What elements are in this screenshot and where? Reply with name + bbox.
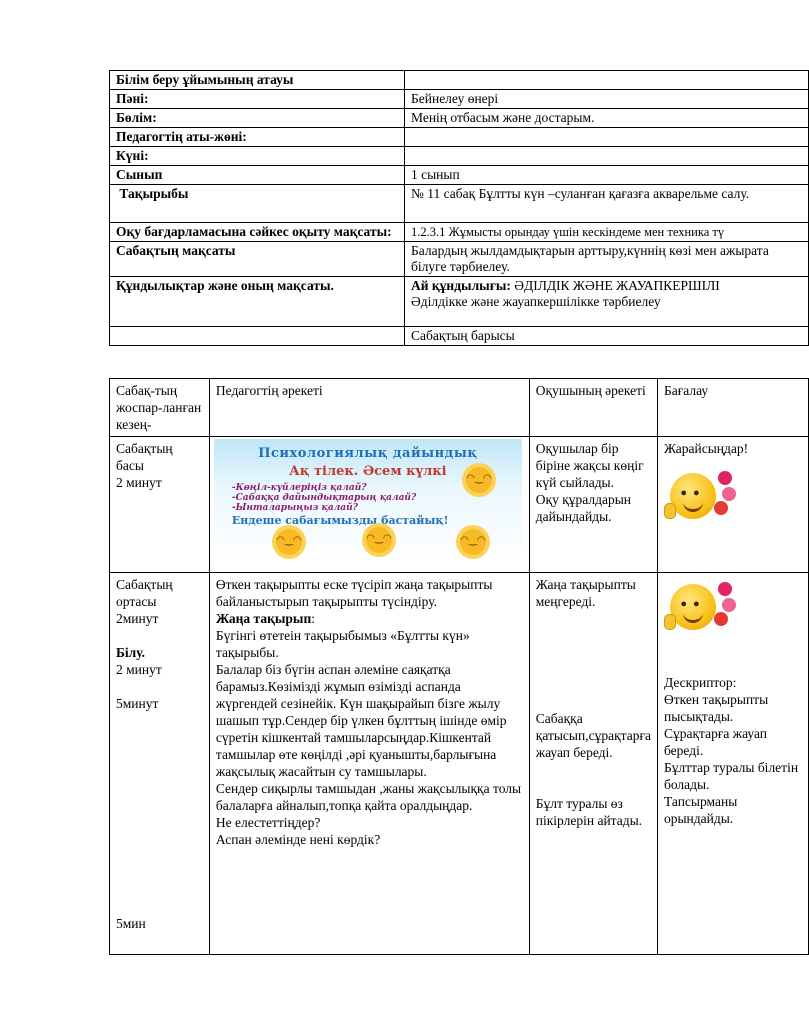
info-row — [110, 185, 809, 223]
info-row — [110, 223, 809, 242]
student-cell — [529, 573, 657, 955]
value-bold: Ай құндылығы: — [411, 278, 515, 293]
info-label: Сабақтың мақсаты — [110, 242, 405, 277]
info-row — [110, 277, 809, 327]
header-student: Оқушының әрекеті — [529, 379, 657, 437]
banner-title: Психологиялық дайындық — [258, 446, 478, 461]
info-label: Педагогтің аты-жөні: — [110, 128, 405, 147]
header-row — [110, 379, 809, 437]
info-value: Менің отбасым және достарым. — [405, 109, 809, 128]
value-caps: ӘДІЛДІК ЖӘНЕ ЖАУАПКЕРШІЛІ — [514, 278, 720, 293]
smiley-flowers-icon: ●● — [664, 465, 734, 527]
info-label: Күні: — [110, 147, 405, 166]
info-value — [405, 71, 809, 90]
info-row — [110, 109, 809, 128]
banner-line: -Көңіл-күйлеріңіз қалай? — [231, 483, 367, 493]
sun-icon: ◠‿◠ — [466, 467, 492, 493]
info-row — [110, 242, 809, 277]
teacher-body: Бүгінгі өтетеін тақырыбымыз «Бұлтты күн» тақырыбы. Балалар біз бүгін аспан әлеміне саяқатқа барамыз.Көзімізді жұмып өзімізді аспанда жүргендей сезінейік. Күн шақырайып бізге жылу шашып тұр.Сендер бір үлкен бұлттың ішінде өмір сүретін кішкентай тамшыларсыңдар.Кішкентай тамшылар өте көңілді ,әрі қуанышты,барлығына жақсылық жасайтын су тамшылары. Сендер сиқырлы тамшыдан ,жаны жақсылыққа толы балаларға айналып,топқа қайта оралдыңдар. Не елестеттіңдер? Аспан әлемінде нені көрдік? — [215, 628, 522, 847]
info-value — [405, 277, 809, 327]
banner-subtitle: Ақ тілек. Әсем күлкі — [289, 464, 447, 479]
banner-line: -Сабаққа дайындықтарың қалай? — [231, 493, 417, 503]
banner-line: -Ынталарыңыз қалай? — [231, 503, 358, 513]
header-teacher: Педагогтің әрекеті — [209, 379, 529, 437]
info-label: Бөлім: — [110, 109, 405, 128]
info-label: Сынып — [110, 166, 405, 185]
assess-cell — [657, 573, 808, 955]
stage-cell — [110, 573, 210, 955]
new-topic-colon: : — [311, 611, 315, 626]
student-clouds: Бұлт туралы өз пікірлерін айтады. — [535, 796, 643, 828]
teacher-cell — [209, 573, 529, 955]
student-cell: Оқушылар бір біріне жақсы көңіг күй сыйлады. Оқу құралдарын дайындайды. — [529, 437, 657, 573]
info-label — [110, 327, 405, 346]
info-value: Балардың жылдамдықтарын арттыру,күннің көзі мен ажырата білуге тәрбиелеу. — [405, 242, 809, 277]
header-assess: Бағалау — [657, 379, 808, 437]
stage-times: 2 минут 5минут — [116, 662, 162, 711]
info-row — [110, 128, 809, 147]
psych-prep-banner — [214, 439, 522, 561]
info-label: Тақырыбы — [110, 185, 405, 223]
sun-icon: ◠‿◠ — [366, 527, 392, 553]
info-value: 1.2.3.1 Жұмысты орындау үшін кескіндеме мен техника тү — [405, 223, 809, 242]
stage-final-time: 5мин — [116, 916, 146, 931]
stage-middle: Сабақтың ортасы 2минут — [116, 577, 173, 626]
student-answers: Сабаққа қатысып,сұрақтарға жауап береді. — [535, 711, 651, 760]
info-row — [110, 90, 809, 109]
lesson-row-middle — [110, 573, 809, 955]
sun-icon: ◠‿◠ — [460, 529, 486, 555]
student-new-topic: Жаңа тақырыпты меңгереді. — [535, 577, 636, 609]
lesson-info-table — [109, 70, 809, 346]
stage-know: Білу. — [116, 645, 146, 660]
info-label: Оқу бағдарламасына сәйкес оқыту мақсаты: — [110, 223, 405, 242]
assess-praise: Жарайсыңдар! — [663, 441, 749, 456]
lesson-row-start — [110, 437, 809, 573]
info-value: Сабақтың барысы — [405, 327, 809, 346]
lesson-plan-table — [109, 378, 809, 955]
teacher-cell — [209, 437, 529, 573]
info-row — [110, 166, 809, 185]
info-label: Құндылықтар және оның мақсаты. — [110, 277, 405, 327]
info-value — [405, 128, 809, 147]
banner-last-line: Ендеше сабағымызды бастайық! — [231, 514, 449, 527]
info-label: Пәні: — [110, 90, 405, 109]
info-value: 1 сынып — [405, 166, 809, 185]
info-row — [110, 71, 809, 90]
header-stage: Сабақ-тың жоспар-ланған кезең- — [110, 379, 210, 437]
new-topic-label: Жаңа тақырып — [215, 611, 312, 626]
info-row — [110, 327, 809, 346]
info-row — [110, 147, 809, 166]
smiley-flowers-icon: ●● — [664, 576, 734, 638]
assess-descriptor: Дескриптор: Өткен тақырыпты пысықтады. Сұрақтарға жауап береді. Бұлттар туралы білетін болады. Тапсырманы орындайды. — [663, 675, 799, 826]
info-value: № 11 сабақ Бұлтты күн –суланған қағазға акварельме салу. — [405, 185, 809, 223]
value-second: Әділдікке және жауапкершілікке тәрбиелеу — [411, 294, 661, 309]
info-value: Бейнелеу өнері — [405, 90, 809, 109]
teacher-intro: Өткен тақырыпты еске түсіріп жаңа тақырыпты байланыстырып тақырыпты түсіндіру. — [215, 577, 493, 609]
assess-cell — [657, 437, 808, 573]
sun-icon: ◠‿◠ — [276, 529, 302, 555]
info-value — [405, 147, 809, 166]
info-label: Білім беру ұйымының атауы — [110, 71, 405, 90]
stage-cell: Сабақтың басы 2 минут — [110, 437, 210, 573]
